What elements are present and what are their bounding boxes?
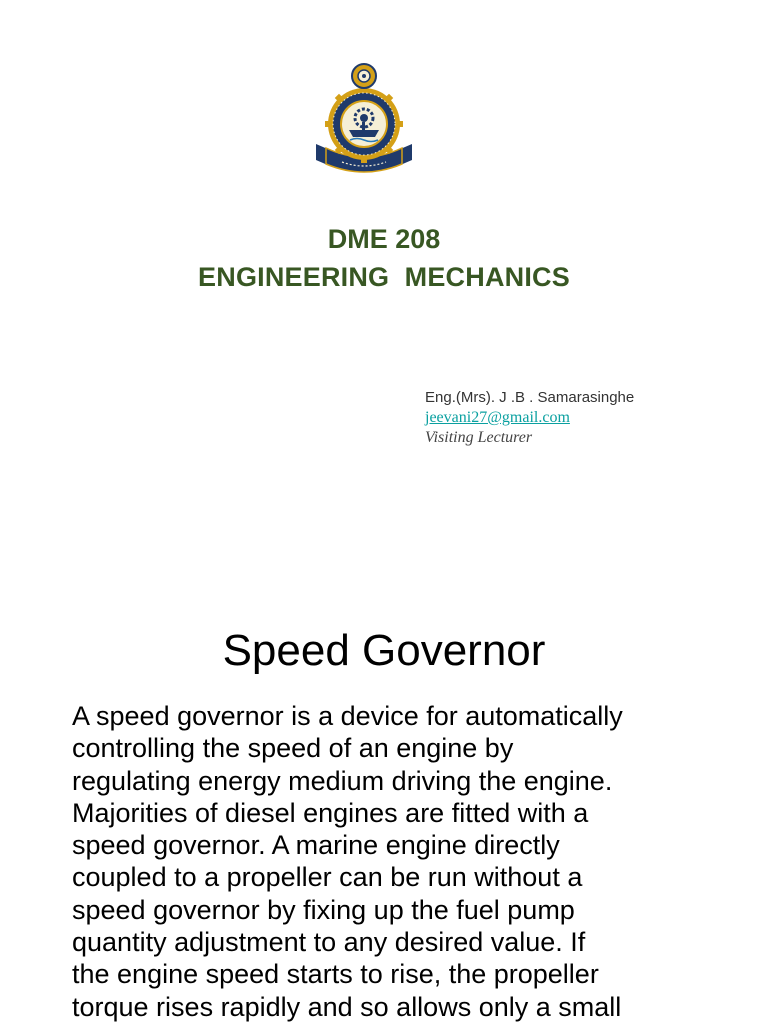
body-line: speed governor. A marine engine directly [72,830,560,861]
lecturer-email-link[interactable]: jeevani27@gmail.com [425,409,570,426]
body-line: Majorities of diesel engines are fitted with a [72,797,589,828]
speed-governor-slide [0,590,768,1024]
body-line: coupled to a propeller can be run without a [72,862,583,893]
lecturer-info [425,388,755,448]
university-crest-icon [312,62,416,180]
lecturer-name: Eng.(Mrs). J .B . Samarasinghe [425,389,635,406]
course-code: DME 208 [327,224,441,254]
body-line: A speed governor is a device for automatically [72,701,623,731]
body-line: controlling the speed of an engine by [72,733,514,764]
course-title: ENGINEERING MECHANICS [198,262,570,292]
body-line: regulating energy medium driving the engine. [72,765,613,796]
body-line: torque rises rapidly and so allows only a small [72,991,622,1022]
body-line: quantity adjustment to any desired value. If [72,927,586,958]
body-line: speed governor by fixing up the fuel pump [72,894,575,925]
lecturer-role: Visiting Lecturer [425,429,533,446]
body-paragraph [72,700,722,1023]
slide-heading: Speed Governor [222,626,546,675]
body-line: the engine speed starts to rise, the propeller [72,959,599,990]
